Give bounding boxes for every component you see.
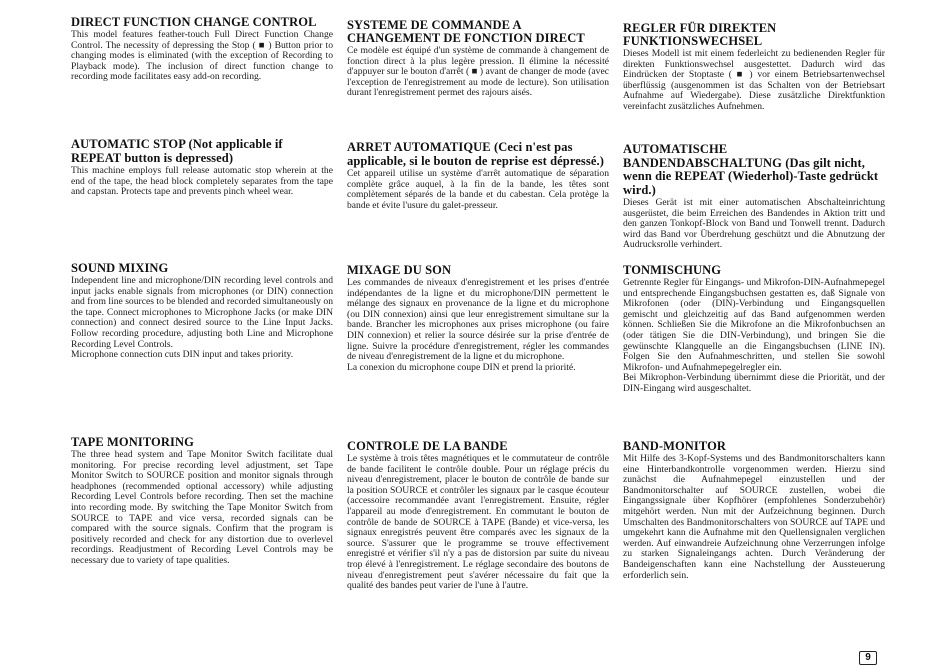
section-automatic-stop-fr <box>347 141 609 211</box>
section-sound-mixing-fr <box>347 264 609 373</box>
section-body: Dieses Modell ist mit einem federleicht zu bedienenden Regler für direkten Funktionswechsel ausgestettet. Dadurch wird das Eindrücken der Stoptaste ( ■ ) vor einem Betriebsartenwechsel überflüssig (ausgenommen ist das Schalten von der Betriebsart Aufnahme auf Wiedergabe). Diese zusätzliche Direktfunktion vereinfacht zusätzliches Aufnehmen. <box>623 48 885 112</box>
section-body: Les commandes de niveaux d'enregistrement et les prises d'entrée indépendantes de la ligne et du microphone/DIN permettent le mélange des signaux en provenance de la ligne et du microphone (ou DIN connexion) ainsi que leur enregistrement simultane sur la bande. Brancher les microphones aux prises microphone (ou faire DIN connexion) et relier la source désirée sur la prise d'entrée de ligne. Suivre la procédure d'enregistrement, régler les commandes de niveau d'enregistrement de la ligne et du microphone. La conexion du microphone coupe DIN et prend la priorité. <box>347 277 609 373</box>
section-heading: SOUND MIXING <box>71 261 169 275</box>
section-body: Cet appareil utilise un système d'arrêt automatique de séparation complète grâce auquel, à la fin de la bande, les têtes sont complètement séparés de la bande et du cabestan. Cela protège la bande et évite l'usure du galet-presseur. <box>347 168 609 211</box>
section-heading: CONTROLE DE LA BANDE <box>347 439 508 453</box>
section-heading: DIRECT FUNCTION CHANGE CONTROL <box>71 15 317 29</box>
section-sound-mixing-en <box>71 262 333 361</box>
section-body: Independent line and microphone/DIN recording level controls and input jacks enable signals from microphones (or DIN) connection and from line sources to be blended and recorded simultaneously on the tape. Connect microphones to Microphone Jacks (or make DIN connection) and connect desired source to the Line Input Jacks. Follow recording procedure, adjusting both Line and Microphone Recording Level Controls. Microphone connection cuts DIN input and takes priority. <box>71 275 333 361</box>
section-body: Ce modèle est équipé d'un système de commande à changement de fonction direct à la plus legère pression. Il élimine la nécessité d'appuyer sur le bouton d'arrêt ( ■ ) avant de changer de mode (avec l'exception de l'enregistrement au mode de lecture). Son utilisation durant l'enregistrement permet des rajours aisés. <box>347 45 609 99</box>
section-automatic-stop-de <box>623 143 885 251</box>
section-heading: SYSTEME DE COMMANDE A CHANGEMENT DE FONCTION DIRECT <box>347 18 585 45</box>
section-tape-monitoring-en <box>71 436 333 567</box>
section-heading: MIXAGE DU SON <box>347 263 452 277</box>
section-body: The three head system and Tape Monitor Switch facilitate dual monitoring. For precise recording level adjustment, set Tape Monitor Switch to SOURCE position and monitor signals through headphones (recommended optional accessory) while adjusting Recording Level Controls before recording. Then set the machine into recording mode. By switching the Tape Monitor Switch from SOURCE to TAPE and vice versa, recorded signals can be compared with the source signals. Confirm that the program is positively recorded and check for any distortion due to overlevel recordings. Readjustment of Recording Level Controls may be necessary due to variety of tape qualities. <box>71 449 333 566</box>
section-body: Le système à trois têtes magnétiques et le commutateur de contrôle de bande facilitent le contrôle double. Pour un réglage précis du niveau d'enregistrement, placer le bouton de contrôle de bande sur la position SOURCE et contrôler les signaux par le casque écouteur (accessoire recommandée avant l'enregistrement. Ensuite, régler l'appareil au mode d'enregistrement. En commutant le bouton de contrôle de bande de SOURCE à TAPE (Bande) et vice-versa, les signaux enregistrés peuvent être comparés avec les signaux de la source. S'assurer que le programme se trouve effectivement enregistré et vérifier s'il n'y a pas de distorsion par suite du niveau trop élevé à l'enregistrement. Le réglage secondaire des boutons de niveau d'enregistrement peut s'avérer nécessaire du fait que la qualité des bandes peut varier de l'une à l'autre. <box>347 453 609 592</box>
section-body: This model features feather-touch Full Direct Function Change Control. The necessity of depressing the Stop ( ■ ) Button prior to changing modes is eliminated (with the exception of Recording to Playback mode). The inclusion of direct function change to recording mode facilitates easy add-on recording. <box>71 29 333 83</box>
section-direct-function-fr <box>347 19 609 99</box>
section-heading: TAPE MONITORING <box>71 435 194 449</box>
section-heading: AUTOMATIC STOP (Not applicable if REPEAT button is depressed) <box>71 137 283 165</box>
section-body: Dieses Gerät ist mit einer automatischen Abschalteinrichtung ausgerüstet, die beim Erreichen des Bandendes in Aktion tritt und den ganzen Tonkopf-Block von Band und Tonwell trennt. Dadurch wird das Band vor Überdrehung geschützt und die Abnutzung der Audrucksrolle verhindert. <box>623 197 885 251</box>
section-heading: BAND-MONITOR <box>623 439 727 453</box>
section-heading: AUTOMATISCHE BANDENDABSCHALTUNG (Das gilt nicht, wenn die REPEAT (Wiederhol)-Taste gedrückt wird.) <box>623 142 879 197</box>
section-body: Mit Hilfe des 3-Kopf-Systems und des Bandmonitorschalters kann eine Hinterbandkontrolle vorgenommen werden. Hierzu sind zunächst die Aufnahmepegel einzustellen und der Bandmonitorschalter auf SOURCE zustellen, wobei die Eingangssignale über Kopfhörer (empfohlenes Sonderzubehör) mitgehört werden. Nun mit der Aufzeichnung beginnen. Durch Umschalten des Bandmonitorschalters von SOURCE auf TAPE und umgekehrt kann die Aufnahme mit den Quellensignalen verglichen werden. Auf einwandreie Aufzeichnung ohne Verzerrungen infolge zu starken Signaleingangs achten. Durch Veränderung der Bandeigenschaften kann eine Nachstellung der Aussteuerung erforderlich sein. <box>623 453 885 581</box>
section-body: Getrennte Regler für Eingangs- und Mikrofon-DIN-Aufnahmepegel und entsprechende Eingangsbuchsen gestatten es, daß Signale von Mikrofonen (oder (DIN)-Verbindung und Eingangsquellen gemischt und gleichzeitig auf das Band aufgenommen werden können. Schließen Sie die Mikrofone an die Mikrofonbuchsen an (oder tätigen Sie die DIN-Verbindung), und bringen Sie die gewünschte Klangquelle an die Eingangsbuchsen (LINE IN). Folgen Sie den Aufnahmeschritten, und stellen Sie sowohl Mikrofon- und Aufnahmepegelregler ein. Bei Mikrophon-Verbindung übernimmt diese die Priorität, und der DIN-Eingang wird ausgeschaltet. <box>623 277 885 394</box>
section-sound-mixing-de <box>623 264 885 395</box>
section-body: This machine employs full release automatic stop wherein at the end of the tape, the head block completely separates from the tape and capstan. Protects tape and prevents pinch wheel wear. <box>71 165 333 198</box>
section-automatic-stop-en <box>71 138 333 198</box>
section-heading: TONMISCHUNG <box>623 263 722 277</box>
section-heading: REGLER FÜR DIREKTEN FUNKTIONSWECHSEL <box>623 21 777 48</box>
section-tape-monitoring-fr <box>347 440 609 592</box>
section-heading: ARRET AUTOMATIQUE (Ceci n'est pas applicable, si le bouton de reprise est dépressé.) <box>347 140 604 168</box>
section-direct-function-de <box>623 22 885 113</box>
page-number: 9 <box>859 651 877 665</box>
section-direct-function-en <box>71 16 333 83</box>
section-tape-monitoring-de <box>623 440 885 581</box>
